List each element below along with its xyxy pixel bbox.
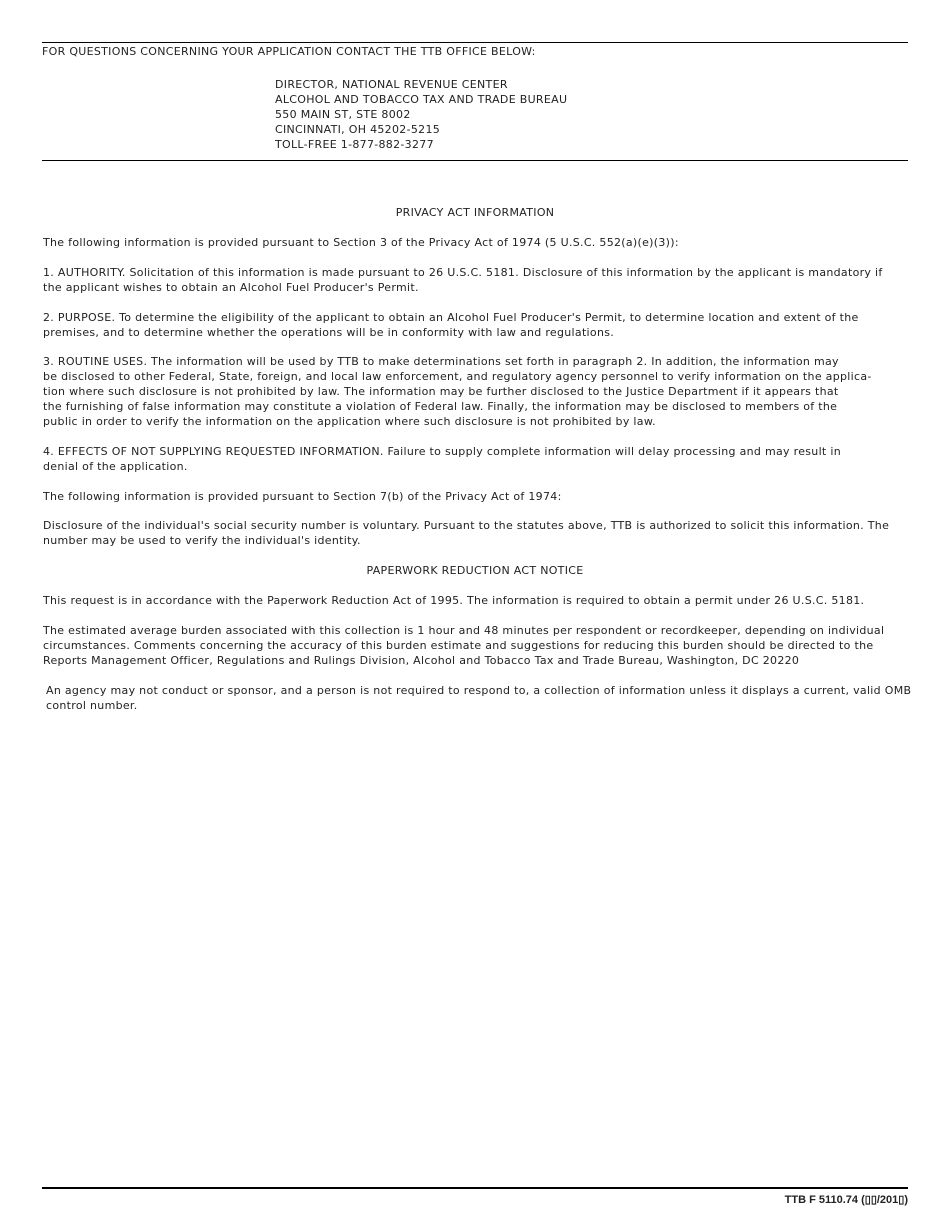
routine-uses-line: the furnishing of false information may constitute a violation of Federal law. Finally, the information may be disclosed to members of the [43,400,838,413]
ssn-line: number may be used to verify the individual's identity. [43,534,361,547]
effects-line: denial of the application. [43,460,188,473]
routine-uses-line: be disclosed to other Federal, State, foreign, and local law enforcement, and regulatory agency personnel to verify information on the applica- [43,370,872,383]
address-line: CINCINNATI, OH 45202-5215 [275,123,441,136]
ssn-line: Disclosure of the individual's social security number is voluntary. Pursuant to the statutes above, TTB is authorized to solicit this information. The [43,519,890,532]
routine-uses-line: tion where such disclosure is not prohibited by law. The information may be further disclosed to the Justice Department if it appears that [43,385,839,398]
omb-line: control number. [46,699,138,712]
footer-rule [42,1187,908,1189]
routine-uses-line: 3. ROUTINE USES. The information will be used by TTB to make determinations set forth in paragraph 2. In addition, the information may [43,355,839,368]
address-line: ALCOHOL AND TOBACCO TAX AND TRADE BUREAU [275,93,568,106]
authority-line: the applicant wishes to obtain an Alcohol Fuel Producer's Permit. [43,281,419,294]
address-line: TOLL-FREE 1-877-882-3277 [275,138,434,151]
privacy-intro: The following information is provided pursuant to Section 3 of the Privacy Act of 1974 (5 U.S.C. 552(a)(e)(3)): [43,236,679,249]
address-line: 550 MAIN ST, STE 8002 [275,108,411,121]
contact-heading: FOR QUESTIONS CONCERNING YOUR APPLICATION CONTACT THE TTB OFFICE BELOW: [42,45,536,58]
authority-line: 1. AUTHORITY. Solicitation of this information is made pursuant to 26 U.S.C. 5181. Disclosure of this information by the applicant is mandatory if [43,266,883,279]
address-line: DIRECTOR, NATIONAL REVENUE CENTER [275,78,508,91]
omb-line: An agency may not conduct or sponsor, and a person is not required to respond to, a collection of information unless it displays a current, valid OMB [46,684,912,697]
purpose-line: 2. PURPOSE. To determine the eligibility of the applicant to obtain an Alcohol Fuel Producer's Permit, to determine location and extent of the [43,311,859,324]
effects-line: 4. EFFECTS OF NOT SUPPLYING REQUESTED INFORMATION. Failure to supply complete information will delay processing and may result in [43,445,841,458]
burden-line: The estimated average burden associated with this collection is 1 hour and 48 minutes per respondent or recordkeeper, depending on individual [43,624,885,637]
top-rule [42,42,908,43]
paperwork-p1: This request is in accordance with the Paperwork Reduction Act of 1995. The information is required to obtain a permit under 26 U.S.C. 5181. [43,594,865,607]
privacy-title: PRIVACY ACT INFORMATION [395,206,555,219]
form-number: TTB F 5110.74 (▯▯/201▯) [784,1194,908,1206]
purpose-line: premises, and to determine whether the operations will be in conformity with law and regulations. [43,326,615,339]
paperwork-title: PAPERWORK REDUCTION ACT NOTICE [366,564,584,577]
burden-line: circumstances. Comments concerning the accuracy of this burden estimate and suggestions for reducing this burden should be directed to the [43,639,874,652]
section7-intro: The following information is provided pursuant to Section 7(b) of the Privacy Act of 1974: [43,490,562,503]
burden-line: Reports Management Officer, Regulations and Rulings Division, Alcohol and Tobacco Tax and Trade Bureau, Washington, DC 20220 [43,654,800,667]
routine-uses-line: public in order to verify the information on the application where such disclosure is not prohibited by law. [43,415,656,428]
section-rule [42,160,908,161]
